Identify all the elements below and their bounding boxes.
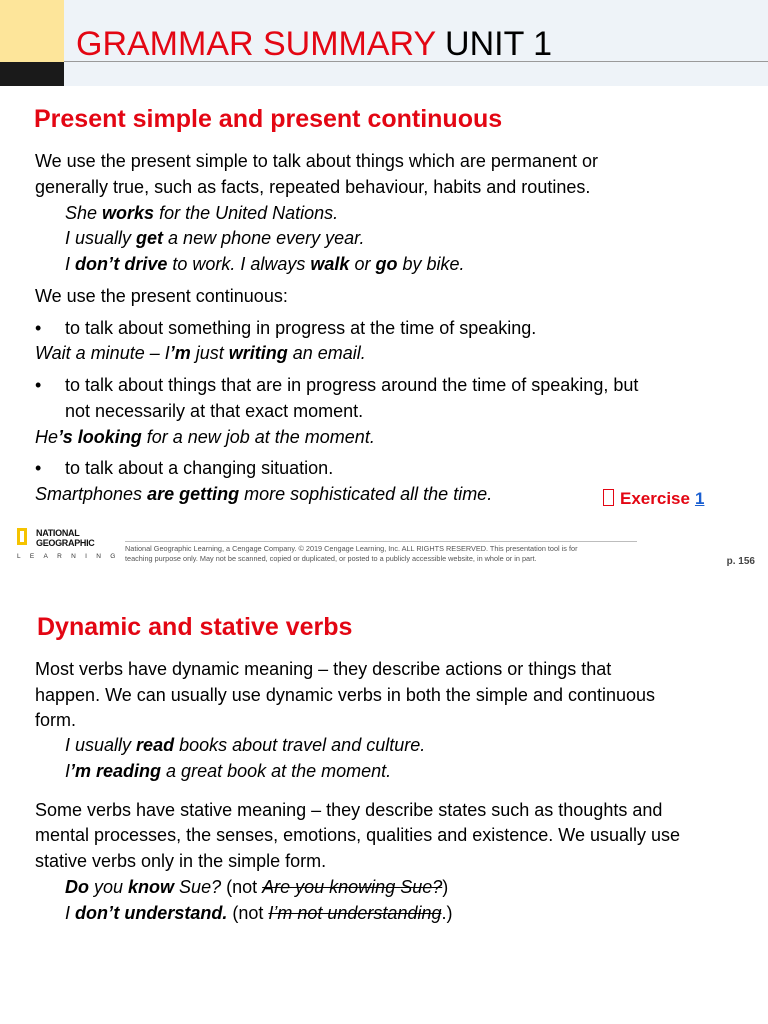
title-red: GRAMMAR SUMMARY	[76, 25, 436, 63]
example-sentence: Wait a minute – I’m just writing an email.	[35, 343, 366, 363]
exercise-label: Exercise	[620, 489, 690, 508]
paragraph-line: mental processes, the senses, emotions, qualities and existence. We usually use	[35, 825, 681, 845]
title-black: UNIT 1	[445, 25, 553, 63]
example-sentence: I usually get a new phone every year.	[65, 228, 365, 248]
example-sentence: I usually read books about travel and culture.	[65, 735, 426, 755]
bullet-text: to talk about something in progress at the time of speaking.	[65, 318, 537, 338]
header-accent-dark	[0, 62, 64, 86]
example-sentence: She works for the United Nations.	[65, 203, 339, 223]
bullet-text: to talk about a changing situation.	[65, 458, 334, 478]
header-accent-yellow	[0, 0, 64, 62]
example-sentence: I’m reading a great book at the moment.	[65, 761, 392, 781]
paragraph-line: form.	[35, 710, 77, 730]
paragraph-line: generally true, such as facts, repeated behaviour, habits and routines.	[35, 177, 591, 197]
example-sentence: Do you know Sue? (not Are you knowing Sue?)	[65, 877, 449, 897]
example-sentence: I don’t understand. (not I’m not understanding.)	[65, 903, 453, 923]
paragraph-line: happen. We can usually use dynamic verbs in both the simple and continuous	[35, 685, 656, 705]
exercise-link[interactable]: 1	[694, 489, 705, 508]
paragraph-line: We use the present continuous:	[35, 286, 288, 306]
exercise-reference	[603, 486, 704, 512]
bullet-text: not necessarily at that exact moment.	[65, 401, 364, 421]
bullet-marker: •	[35, 458, 42, 478]
bullet-marker: •	[35, 375, 42, 395]
checkbox-icon	[603, 489, 614, 506]
example-sentence: Smartphones are getting more sophisticated all the time.	[35, 484, 493, 504]
page-title	[76, 22, 552, 66]
national-geographic-logo: NATIONAL GEOGRAPHIC LEARNING	[17, 528, 125, 560]
paragraph-line: We use the present simple to talk about things which are permanent or	[35, 151, 598, 171]
section-heading: Present simple and present continuous	[34, 105, 503, 133]
copyright-notice: National Geographic Learning, a Cengage Company. © 2019 Cengage Learning, Inc. ALL RIGHTS RESERVED. This presentation tool is for teaching purpose only. May not be scanned, copied or duplicated, or posted to a publicly accessible website, in whole or in part.	[125, 544, 578, 563]
example-sentence: He’s looking for a new job at the moment.	[35, 427, 375, 447]
paragraph-line: Some verbs have stative meaning – they describe states such as thoughts and	[35, 800, 663, 820]
section-heading: Dynamic and stative verbs	[37, 613, 353, 641]
example-sentence: I don’t drive to work. I always walk or go by bike.	[65, 254, 465, 274]
paragraph-line: Most verbs have dynamic meaning – they describe actions or things that	[35, 659, 612, 679]
slide-header	[0, 0, 768, 86]
paragraph-line: stative verbs only in the simple form.	[35, 851, 327, 871]
footer-rule	[125, 541, 637, 542]
yellow-frame-icon	[17, 528, 27, 545]
bullet-marker: •	[35, 318, 42, 338]
bullet-text: to talk about things that are in progress around the time of speaking, but	[65, 375, 639, 395]
page-number: p. 156	[726, 556, 755, 567]
